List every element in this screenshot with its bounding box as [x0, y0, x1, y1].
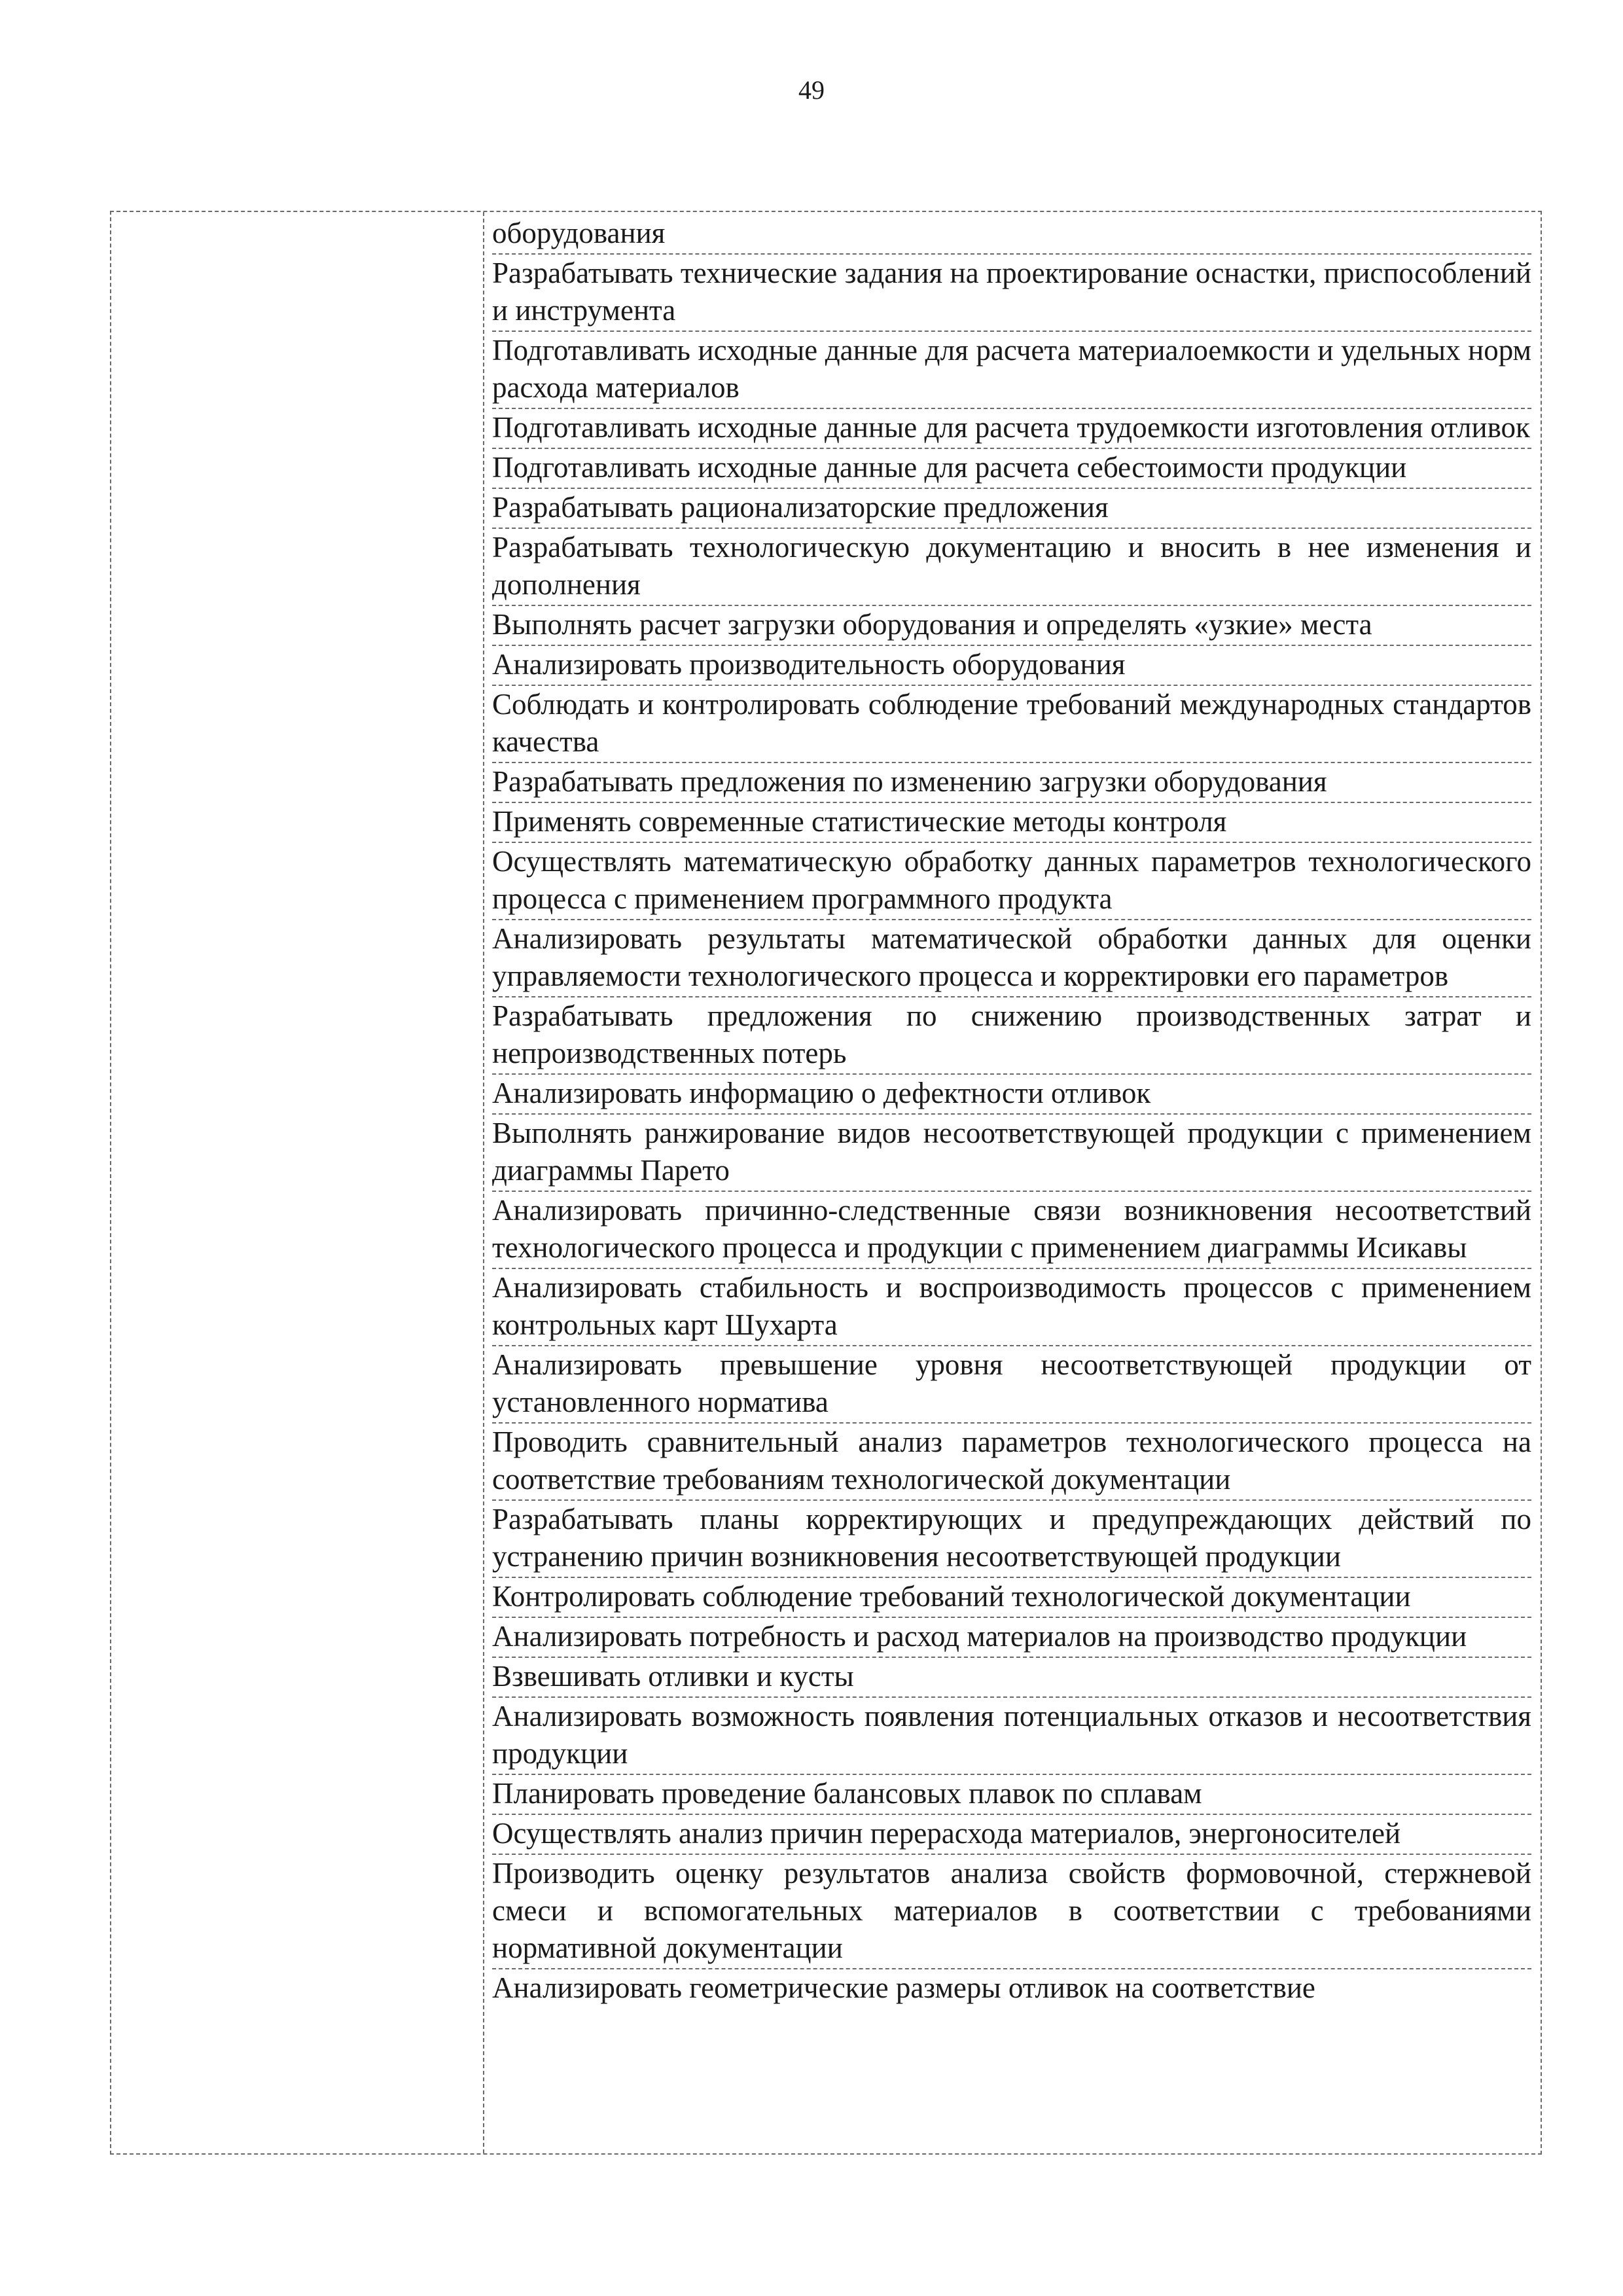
table-row: Разрабатывать планы корректирующих и предупреждающих действий по устранению причин возникновения несоответствующей продукции — [492, 1501, 1531, 1578]
table-row: Проводить сравнительный анализ параметров технологического процесса на соответствие требованиям технологической документации — [492, 1424, 1531, 1501]
table-row: Анализировать стабильность и воспроизводимость процессов с применением контрольных карт Шухарта — [492, 1269, 1531, 1346]
page-number: 49 — [798, 75, 825, 105]
column-divider — [483, 212, 484, 2153]
table-row: Разрабатывать технические задания на проектирование оснастки, приспособлений и инструмента — [492, 255, 1531, 332]
table-row: Планировать проведение балансовых плавок по сплавам — [492, 1775, 1531, 1815]
table-row: Выполнять расчет загрузки оборудования и определять «узкие» места — [492, 606, 1531, 646]
table-row: Анализировать геометрические размеры отливок на соответствие — [492, 1971, 1315, 2004]
skills-table — [110, 211, 1542, 2155]
table-row: Подготавливать исходные данные для расчета трудоемкости изготовления отливок — [492, 409, 1531, 449]
table-row: Анализировать потребность и расход материалов на производство продукции — [492, 1618, 1531, 1658]
table-row: Анализировать превышение уровня несоответствующей продукции от установленного норматива — [492, 1346, 1531, 1424]
table-row: Подготавливать исходные данные для расчета себестоимости продукции — [492, 449, 1531, 489]
table-row: Выполнять ранжирование видов несоответствующей продукции с применением диаграммы Парето — [492, 1115, 1531, 1192]
table-row: Подготавливать исходные данные для расчета материалоемкости и удельных норм расхода материалов — [492, 332, 1531, 409]
skills-list — [492, 215, 1531, 2008]
table-row: Разрабатывать предложения по изменению загрузки оборудования — [492, 763, 1531, 803]
table-row: Разрабатывать предложения по снижению производственных затрат и непроизводственных потерь — [492, 997, 1531, 1075]
table-row: Осуществлять математическую обработку данных параметров технологического процесса с применением программного продукта — [492, 843, 1531, 920]
table-row: Анализировать производительность оборудования — [492, 646, 1531, 686]
table-row: Разрабатывать технологическую документацию и вносить в нее изменения и дополнения — [492, 529, 1531, 606]
table-row: Соблюдать и контролировать соблюдение требований международных стандартов качества — [492, 686, 1531, 763]
table-row: Анализировать информацию о дефектности отливок — [492, 1075, 1531, 1115]
table-row: Контролировать соблюдение требований технологической документации — [492, 1578, 1531, 1618]
table-row: Взвешивать отливки и кусты — [492, 1658, 1531, 1698]
table-row: оборудования — [492, 215, 1531, 255]
table-row: Производить оценку результатов анализа свойств формовочной, стержневой смеси и вспомогательных материалов в соответствии с требованиями нормативной документации — [492, 1855, 1531, 1969]
table-row: Анализировать причинно-следственные связи возникновения несоответствий технологического процесса и продукции с применением диаграммы Исикавы — [492, 1192, 1531, 1269]
table-row: Осуществлять анализ причин перерасхода материалов, энергоносителей — [492, 1815, 1531, 1855]
table-row: Анализировать возможность появления потенциальных отказов и несоответствия продукции — [492, 1698, 1531, 1775]
table-row: Применять современные статистические методы контроля — [492, 803, 1531, 843]
table-row: Разрабатывать рационализаторские предложения — [492, 489, 1531, 529]
table-row: Анализировать результаты математической обработки данных для оценки управляемости технологического процесса и корректировки его параметров — [492, 920, 1531, 997]
